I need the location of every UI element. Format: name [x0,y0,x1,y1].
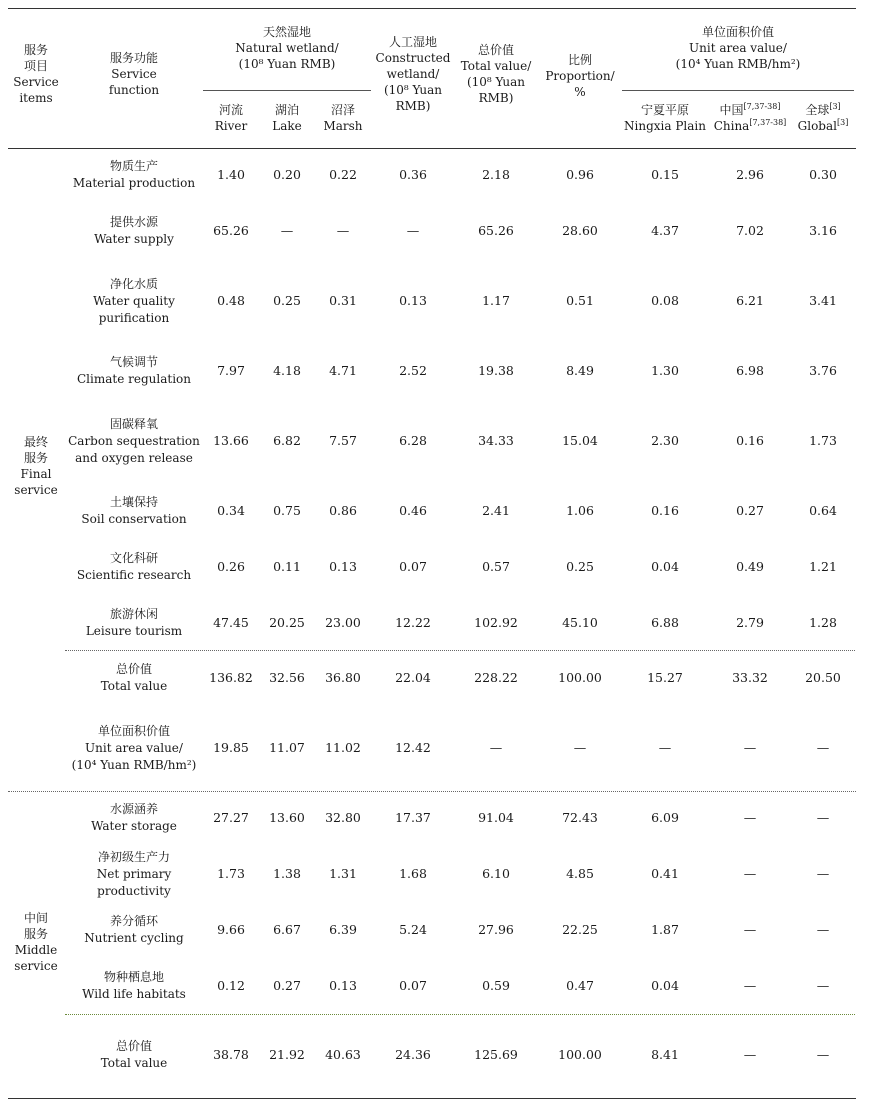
table-cell: 20.25 [269,615,305,630]
table-cell: 6.21 [736,293,764,308]
row-label-en: Leisure tourism [85,624,183,638]
table-cell: — [743,740,757,755]
table-cell: 1.06 [566,503,594,518]
table-cell: 2.30 [651,433,679,448]
table-cell: 21.92 [269,1047,305,1062]
table-cell: 0.13 [329,978,357,993]
row-label-en: Wild life habitats [82,987,186,1001]
table-cell: 1.31 [329,866,357,881]
header-global: 全球[3] Global[3] [797,102,849,133]
table-cell: 28.60 [562,223,598,238]
table-cell: 3.76 [809,363,837,378]
table-cell: 1.73 [217,866,245,881]
row-label-cn: 固碳释氧 [109,416,158,431]
table-cell: 0.13 [399,293,427,308]
header-china: 中国[7,37-38] China[7,37-38] [713,102,787,133]
row-label-cn: 物质生产 [109,159,158,173]
table-cell: 0.25 [273,293,301,308]
table-cell: 12.22 [395,615,431,630]
final-total-separator [65,650,855,651]
row-label-en: Nutrient cycling [84,931,184,945]
table-cell: 0.04 [651,978,679,993]
table-cell: — [743,978,757,993]
row-label [68,494,200,528]
table-cell: 17.37 [395,810,431,825]
table-cell: — [743,810,757,825]
table-cell: 0.48 [217,293,245,308]
natural-wetland-underline [203,90,371,91]
table-cell: 36.80 [325,670,361,685]
table-cell: 40.63 [325,1047,361,1062]
table-cell: — [280,223,294,238]
table-cell: 6.09 [651,810,679,825]
table-cell: 20.50 [805,670,841,685]
table-cell: 0.86 [329,503,357,518]
header-lake: 湖泊 Lake [272,103,302,133]
table-cell: 23.00 [325,615,361,630]
table-cell: 3.41 [809,293,837,308]
table-cell: 27.27 [213,810,249,825]
row-label-en: purification [98,310,170,325]
unit-area-underline [622,90,854,91]
table-cell: — [816,922,830,937]
row-label-en: Total value [100,1056,168,1070]
table-cell: 1.68 [399,866,427,881]
table-cell: 4.37 [651,223,679,238]
group-final-service: 最终 服务 Final service [14,435,58,497]
row-label [68,158,200,192]
table-cell: 0.15 [651,167,679,182]
table-cell: 0.57 [482,559,510,574]
row-label-en: Total value [100,679,168,693]
table-cell: 33.32 [732,670,768,685]
table-cell: — [816,866,830,881]
row-label [68,550,200,584]
table-cell: 32.80 [325,810,361,825]
table-cell: — [816,1047,830,1062]
table-cell: 0.47 [566,978,594,993]
table-cell: 0.36 [399,167,427,182]
row-label [68,276,200,327]
table-cell: 0.12 [217,978,245,993]
table-cell: 34.33 [478,433,514,448]
table-cell: 6.98 [736,363,764,378]
table-cell: 0.07 [399,559,427,574]
table-cell: 0.16 [651,503,679,518]
table-cell: 0.25 [566,559,594,574]
row-label [68,354,200,388]
header-proportion: 比例 Proportion/ % [545,53,615,99]
row-label-cn: 气候调节 [109,355,158,369]
table-cell: 2.41 [482,503,510,518]
table-cell: 22.25 [562,922,598,937]
row-label-cn: 总价值 [115,662,152,676]
table-cell: 1.40 [217,167,245,182]
table-cell: 7.97 [217,363,245,378]
table-cell: 0.75 [273,503,301,518]
table-cell: 72.43 [562,810,598,825]
row-label [68,214,200,248]
row-label-cn: 水源涵养 [109,802,158,816]
table-cell: 15.27 [647,670,683,685]
header-unit-area-value: 单位面积价值 Unit area value/ (10⁴ Yuan RMB/hm²) [675,25,801,71]
header-ningxia-plain: 宁夏平原 Ningxia Plain [624,103,706,133]
row-label-cn: 单位面积价值 [97,723,170,738]
table-cell: 102.92 [474,615,518,630]
table-cell: 2.52 [399,363,427,378]
table-cell: 11.07 [269,740,305,755]
top-rule [8,8,856,9]
table-cell: 6.88 [651,615,679,630]
table-cell: — [816,978,830,993]
middle-total-separator [65,1014,855,1015]
table-cell: 7.57 [329,433,357,448]
header-natural-wetland: 天然湿地 Natural wetland/ (10⁸ Yuan RMB) [235,25,339,71]
row-label-en: Net primary [96,866,172,881]
table-cell: 12.42 [395,740,431,755]
table-cell: 19.85 [213,740,249,755]
table-cell: 11.02 [325,740,361,755]
header-total-value: 总价值 Total value/ (10⁸ Yuan RMB) [460,43,532,105]
table-cell: 1.21 [809,559,837,574]
row-label-en: Carbon sequestration [68,433,200,448]
table-cell: 4.71 [329,363,357,378]
table-cell: — [336,223,350,238]
table-cell: 0.31 [329,293,357,308]
table-cell: 0.11 [273,559,301,574]
row-label [68,1038,200,1072]
table-cell: 6.82 [273,433,301,448]
table-cell: 0.46 [399,503,427,518]
row-label-cn: 总价值 [115,1039,152,1053]
table-cell: — [658,740,672,755]
group-separator [8,791,856,792]
row-label [68,849,200,900]
row-label-cn: 提供水源 [109,215,158,229]
row-label-cn: 土壤保持 [109,495,158,509]
table-cell: 0.59 [482,978,510,993]
table-cell: 2.96 [736,167,764,182]
table-cell: 6.10 [482,866,510,881]
table-cell: 8.41 [651,1047,679,1062]
table-cell: 5.24 [399,922,427,937]
table-cell: — [743,922,757,937]
table-cell: — [743,866,757,881]
row-label-en: and oxygen release [75,450,193,465]
row-label-cn: 净化水质 [109,276,158,291]
row-label-en: Climate regulation [77,372,191,386]
table-cell: 6.39 [329,922,357,937]
table-cell: 0.30 [809,167,837,182]
header-river: 河流 River [214,103,248,133]
table-cell: 4.85 [566,866,594,881]
table-cell: 0.08 [651,293,679,308]
table-cell: 3.16 [809,223,837,238]
table-cell: 13.60 [269,810,305,825]
table-cell: 0.34 [217,503,245,518]
table-cell: 19.38 [478,363,514,378]
table-cell: — [489,740,503,755]
table-cell: 4.18 [273,363,301,378]
row-label-en: Water quality [93,293,175,308]
header-marsh: 沼泽 Marsh [323,103,363,133]
group-middle-service: 中间 服务 Middle service [14,911,58,973]
header-rule [8,148,856,149]
table-cell: — [816,810,830,825]
row-label-en: Soil conservation [81,512,187,526]
table-cell: 32.56 [269,670,305,685]
table-cell: 1.28 [809,615,837,630]
table-cell: 65.26 [213,223,249,238]
table-cell: — [816,740,830,755]
table-cell: 91.04 [478,810,514,825]
bottom-rule [8,1098,856,1099]
table-cell: 2.18 [482,167,510,182]
row-label-cn: 养分循环 [109,914,158,928]
table-cell: 13.66 [213,433,249,448]
row-label-en: (10⁴ Yuan RMB/hm²) [71,757,197,772]
row-label-cn: 文化科研 [109,551,158,565]
row-label-en: Scientific research [76,568,192,582]
table-cell: 100.00 [558,670,602,685]
row-label [68,416,200,467]
table-cell: 2.79 [736,615,764,630]
table-cell: — [573,740,587,755]
table-cell: 45.10 [562,615,598,630]
row-label [68,606,200,640]
table-cell: 1.87 [651,922,679,937]
row-label-cn: 物种栖息地 [103,970,164,984]
table-cell: 0.26 [217,559,245,574]
table-cell: 6.67 [273,922,301,937]
row-label [68,913,200,947]
header-service-items: 服务 项目 Service items [13,43,59,105]
table-cell: 7.02 [736,223,764,238]
table-cell: 9.66 [217,922,245,937]
table-cell: 136.82 [209,670,253,685]
table-cell: 125.69 [474,1047,518,1062]
row-label [68,969,200,1003]
table-cell: 0.64 [809,503,837,518]
table-cell: 1.30 [651,363,679,378]
row-label-cn: 净初级生产力 [97,849,170,864]
row-label [68,801,200,835]
table-cell: 0.49 [736,559,764,574]
table-cell: 0.16 [736,433,764,448]
table-cell: 15.04 [562,433,598,448]
table-cell: 47.45 [213,615,249,630]
table-cell: 0.22 [329,167,357,182]
table-cell: 1.17 [482,293,510,308]
header-constructed-wetland: 人工湿地 Constructed wetland/ (10⁸ Yuan RMB) [375,35,451,113]
table-cell: 1.73 [809,433,837,448]
table-cell: 27.96 [478,922,514,937]
table-cell: 0.27 [736,503,764,518]
row-label-en: Unit area value/ [85,740,183,755]
row-label-cn: 旅游休闲 [109,607,158,621]
table-cell: 6.28 [399,433,427,448]
table-cell: 0.20 [273,167,301,182]
table-cell: 228.22 [474,670,518,685]
table-cell: 0.04 [651,559,679,574]
table-cell: 0.07 [399,978,427,993]
row-label-en: Material production [72,176,196,190]
row-label [68,661,200,695]
table-cell: 0.27 [273,978,301,993]
table-cell: 24.36 [395,1047,431,1062]
table-cell: 22.04 [395,670,431,685]
table-cell: 0.51 [566,293,594,308]
row-label [68,723,200,774]
table-cell: 100.00 [558,1047,602,1062]
table-cell: 65.26 [478,223,514,238]
header-service-function: 服务功能 Service function [108,51,160,97]
table-cell: 38.78 [213,1047,249,1062]
table-cell: 1.38 [273,866,301,881]
table-cell: 0.41 [651,866,679,881]
table-cell: 8.49 [566,363,594,378]
table-cell: — [406,223,420,238]
table-cell: — [743,1047,757,1062]
table-cell: 0.96 [566,167,594,182]
row-label-en: Water supply [94,232,174,246]
row-label-en: Water storage [91,819,177,833]
row-label-en: productivity [97,883,171,898]
table-cell: 0.13 [329,559,357,574]
